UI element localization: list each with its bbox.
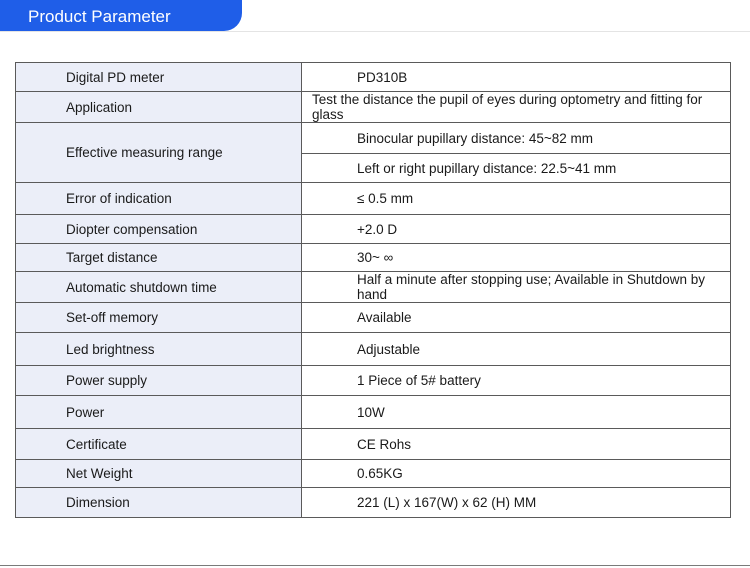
row-value: 1 Piece of 5# battery <box>302 366 731 396</box>
row-label: Target distance <box>16 244 302 272</box>
row-label: Set-off memory <box>16 303 302 333</box>
section-title: Product Parameter <box>28 7 171 26</box>
row-value: ≤ 0.5 mm <box>302 183 731 215</box>
table-row <box>16 183 731 215</box>
table-row <box>16 215 731 244</box>
row-value: Available <box>302 303 731 333</box>
table-row <box>16 303 731 333</box>
row-value: Left or right pupillary distance: 22.5~41 mm <box>302 154 731 183</box>
row-label: Effective measuring range <box>16 123 302 183</box>
table-row <box>16 488 731 518</box>
table-row <box>16 429 731 460</box>
table-row <box>16 460 731 488</box>
row-value: 0.65KG <box>302 460 731 488</box>
row-label: Led brightness <box>16 333 302 366</box>
table-row <box>16 244 731 272</box>
row-label: Power supply <box>16 366 302 396</box>
row-value: PD310B <box>302 63 731 92</box>
row-value: Adjustable <box>302 333 731 366</box>
row-value: Half a minute after stopping use; Available in Shutdown by hand <box>302 272 731 303</box>
row-label: Error of indication <box>16 183 302 215</box>
row-value: Binocular pupillary distance: 45~82 mm <box>302 123 731 154</box>
row-value: +2.0 D <box>302 215 731 244</box>
row-label: Automatic shutdown time <box>16 272 302 303</box>
table-row <box>16 63 731 92</box>
row-label: Certificate <box>16 429 302 460</box>
table-row <box>16 366 731 396</box>
table-row <box>16 333 731 366</box>
table-row <box>16 396 731 429</box>
row-value: 221 (L) x 167(W) x 62 (H) MM <box>302 488 731 518</box>
table-row <box>16 123 731 154</box>
row-label: Net Weight <box>16 460 302 488</box>
row-value: Test the distance the pupil of eyes during optometry and fitting for glass <box>302 92 731 123</box>
row-label: Power <box>16 396 302 429</box>
header-divider <box>0 31 750 32</box>
row-value: 30~ ∞ <box>302 244 731 272</box>
row-label: Application <box>16 92 302 123</box>
row-label: Dimension <box>16 488 302 518</box>
section-header-tab <box>0 0 242 31</box>
table-row <box>16 272 731 303</box>
row-value: 10W <box>302 396 731 429</box>
product-parameter-table <box>15 62 731 518</box>
row-label: Diopter compensation <box>16 215 302 244</box>
footer-divider <box>0 565 750 566</box>
row-label: Digital PD meter <box>16 63 302 92</box>
row-value: CE Rohs <box>302 429 731 460</box>
table-row <box>16 92 731 123</box>
